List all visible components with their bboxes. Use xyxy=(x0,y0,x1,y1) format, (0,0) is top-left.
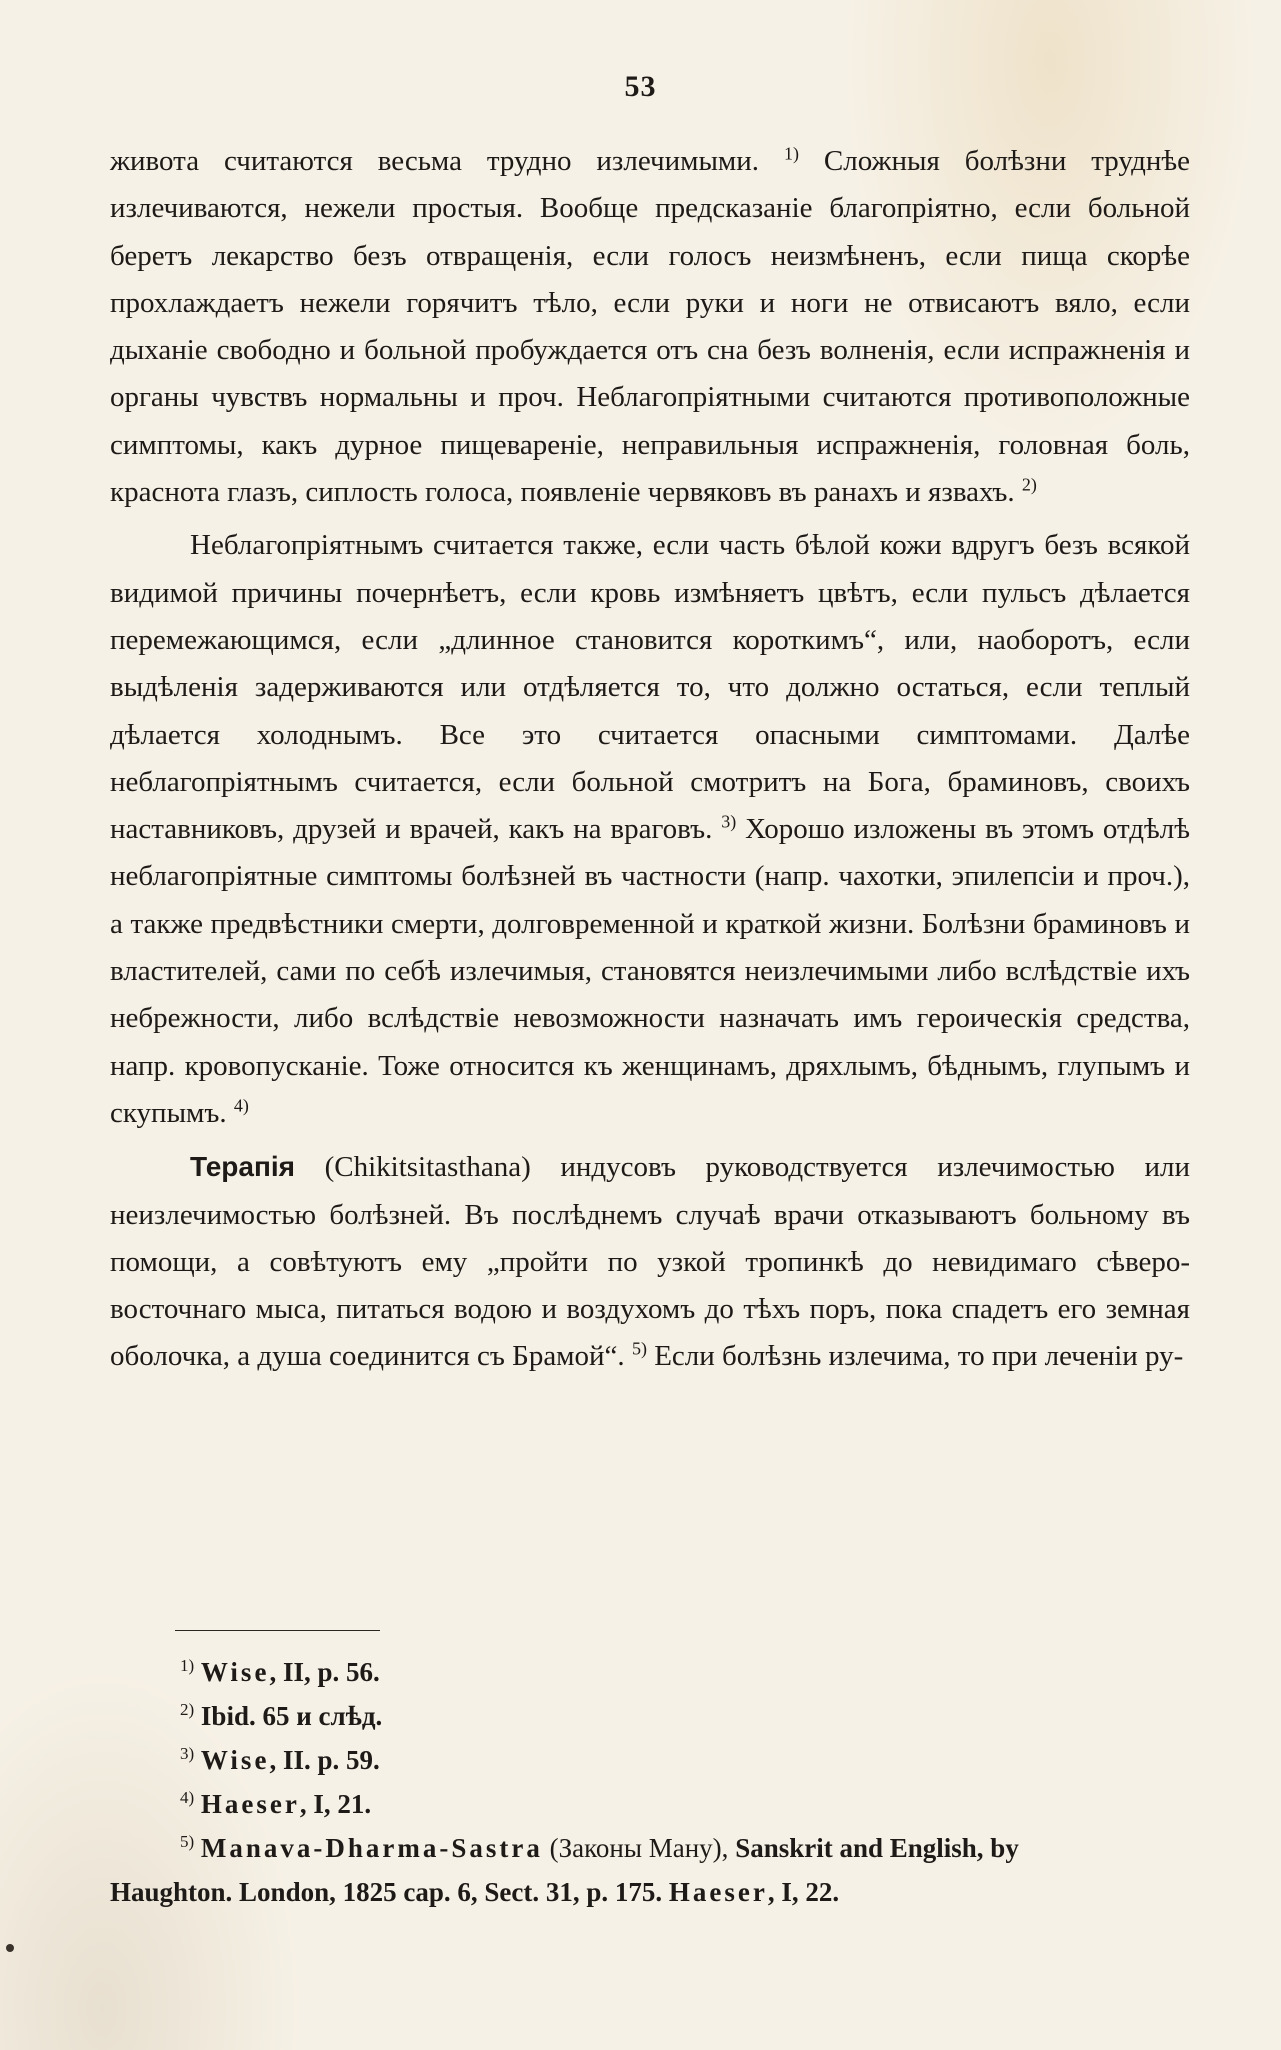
footnote-mark: 3) xyxy=(180,1744,195,1763)
paragraph-text: (Chikitsitasthana) индусовъ руководствуется излечимостью или неизлечимостью болѣзней. Въ послѣднемъ случаѣ врачи отказываютъ больному въ помощи, а совѣтуютъ ему „пройти по узкой тропинкѣ до невидимаго сѣверо-восточнаго мыса, питаться водою и воздухомъ до тѣхъ поръ, пока спадетъ его земная оболочка, а душа соединится съ Брамой“. xyxy=(110,1151,1191,1373)
footnote-text: (Законы Ману), xyxy=(542,1833,736,1863)
footnote-author: Wise xyxy=(200,1657,270,1687)
footnote-text: , II. p. 59. xyxy=(269,1745,380,1775)
footnote-author: Manava-Dharma-Sastra xyxy=(200,1833,543,1863)
footnote-2 xyxy=(110,1694,1190,1738)
footnote-mark: 5) xyxy=(180,1832,195,1851)
footnote-author: Wise xyxy=(200,1745,270,1775)
footnote-text: , I, 22. xyxy=(767,1877,840,1907)
footnote-4 xyxy=(110,1782,1190,1826)
paragraph-text: Сложныя болѣзни труднѣе излечиваются, нежели простыя. Вообще предсказаніе благопріятно, если больной беретъ лекарство безъ отвращенія, если голосъ неизмѣненъ, если пища скорѣе прохлаждаетъ нежели горячитъ тѣло, если руки и ноги не отвисаютъ вяло, если дыханіе свободно и больной пробуждается отъ сна безъ волненія, если испражненія и органы чувствъ нормальны и проч. Неблагопріятными считаются противоположные симптомы, какъ дурное пищевареніе, неправильныя испражненія, головная боль, краснота глазъ, сиплость голоса, появленіе червяковъ въ ранахъ и язвахъ. xyxy=(110,145,1190,509)
footnote-ref-1[interactable]: 1) xyxy=(783,143,799,164)
footnote-3 xyxy=(110,1738,1190,1782)
page-number: 53 xyxy=(624,70,657,103)
footnote-5-continued xyxy=(110,1870,1190,1914)
footnote-mark: 2) xyxy=(180,1700,195,1719)
paragraph-prognosis xyxy=(110,138,1190,516)
paragraph-unfavorable-signs xyxy=(110,522,1190,1137)
section-term: Терапія xyxy=(190,1151,295,1183)
footnote-text: 65 и слѣд. xyxy=(255,1701,383,1731)
paragraph-text: Хорошо изложены въ этомъ отдѣлѣ неблагопріятные симптомы болѣзней въ частности (напр. чахотки, эпилепсіи и проч.), а также предвѣстники смерти, долговременной и краткой жизни. Болѣзни браминовъ и властителей, сами по себѣ излечимыя, становятся неизлечимыми либо вслѣдствіе ихъ небрежности, либо вслѣдствіе невозможности назначать имъ героическія средства, напр. кровопусканіе. Тоже относится къ женщинамъ, дряхлымъ, бѣднымъ, глупымъ и скупымъ. xyxy=(110,813,1191,1129)
footnote-text: , II, p. 56. xyxy=(269,1657,380,1687)
paragraph-text: Если болѣзнь излечима, то при леченіи ру- xyxy=(654,1340,1184,1373)
footnote-5 xyxy=(110,1826,1190,1870)
footnote-text: Haughton. London, 1825 cap. 6, Sect. 31, p. 175. xyxy=(110,1877,663,1907)
footnote-mark: 4) xyxy=(180,1788,195,1807)
ink-spot xyxy=(6,1944,14,1952)
footnote-1 xyxy=(110,1650,1190,1694)
footnote-author: Ibid. xyxy=(200,1701,256,1731)
footnote-text-bold: Sanskrit and English, by xyxy=(735,1833,1019,1863)
footnote-author: Haeser xyxy=(668,1877,768,1907)
footnote-text: , I, 21. xyxy=(299,1789,372,1819)
footnote-author: Haeser xyxy=(200,1789,300,1819)
paragraph-text: живота считаются весьма трудно излечимыми. xyxy=(110,145,760,177)
footnote-ref-2[interactable]: 2) xyxy=(1021,474,1037,495)
footnote-mark: 1) xyxy=(180,1656,195,1675)
footnotes xyxy=(110,1650,1190,1914)
footnote-ref-4[interactable]: 4) xyxy=(233,1095,249,1116)
footnote-divider xyxy=(175,1630,380,1631)
paragraph-text: Неблагопріятнымъ считается также, если часть бѣлой кожи вдругъ безъ всякой видимой причины почернѣетъ, если кровь измѣняетъ цвѣтъ, если пульсъ дѣлается перемежающимся, если „длинное становится короткимъ“, или, наоборотъ, если выдѣленія задерживаются или отдѣляется то, что должно остаться, если теплый дѣлается холоднымъ. Все это считается опасными симптомами. Далѣе неблагопріятнымъ считается, если больной смотритъ на Бога, браминовъ, своихъ наставниковъ, друзей и врачей, какъ на враговъ. xyxy=(110,529,1190,846)
main-text xyxy=(110,138,1190,1387)
footnote-ref-5[interactable]: 5) xyxy=(631,1338,647,1359)
footnote-ref-3[interactable]: 3) xyxy=(721,811,737,832)
paragraph-therapy xyxy=(110,1143,1190,1380)
